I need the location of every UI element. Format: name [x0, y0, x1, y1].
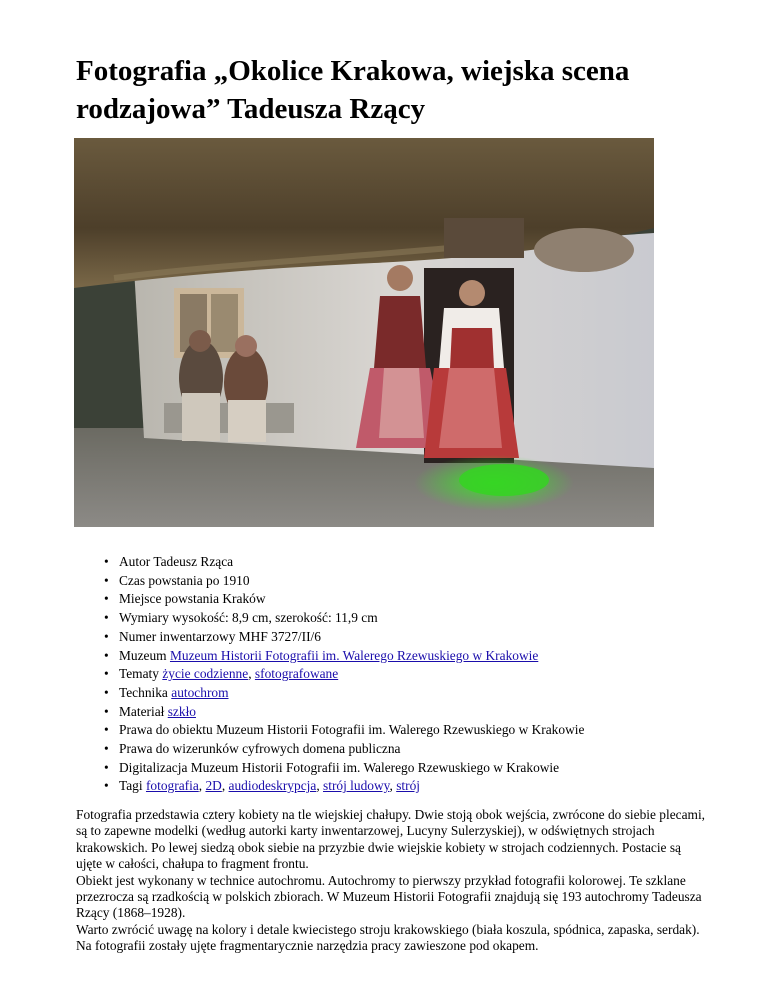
- autochrome-photo: [74, 138, 654, 527]
- metadata-list: [76, 553, 584, 796]
- material-link[interactable]: szkło: [167, 703, 196, 719]
- meta-digitalizacja: • Digitalizacja Muzeum Historii Fotografii im. Walerego Rzewuskiego w Krakowie: [76, 759, 584, 778]
- description-paragraph: Warto zwrócić uwagę na kolory i detale kwiecistego stroju krakowskiego (biała koszula, spódnica, zapaska, serdak). Na fotografii zostały ujęte fragmentarycznie narzędzia pracy zawieszone pod okapem.: [76, 921, 700, 954]
- meta-prawa-wizerunki: • Prawa do wizerunków cyfrowych domena publiczna: [76, 740, 584, 759]
- tag-link[interactable]: 2D: [205, 778, 222, 794]
- tag-link[interactable]: audiodeskrypcja: [228, 778, 317, 794]
- tag-link[interactable]: strój: [396, 778, 420, 794]
- meta-autor: • Autor Tadeusz Rząca: [76, 553, 584, 572]
- meta-muzeum: • Muzeum Muzeum Historii Fotografii im. Walerego Rzewuskiego w Krakowie: [76, 647, 584, 666]
- meta-czas: • Czas powstania po 1910: [76, 572, 584, 591]
- topic-link[interactable]: życie codzienne: [162, 666, 249, 682]
- description-paragraph: Obiekt jest wykonany w technice autochromu. Autochromy to pierwszy przykład fotografii kolorowej. Te szklane przezrocza są rzadkością w polskich zbiorach. W Muzeum Historii Fotografii znajdują się 193 autochromy Tadeusza Rzący (1868–1928).: [76, 872, 702, 921]
- meta-technika: • Technika autochrom: [76, 684, 584, 703]
- tag-link[interactable]: strój ludowy: [323, 778, 390, 794]
- description: [76, 807, 706, 955]
- meta-tematy: • Tematy życie codzienne, sfotografowane: [76, 665, 584, 684]
- meta-tagi: • Tagi fotografia, 2D, audiodeskrypcja, strój ludowy, strój: [76, 777, 584, 796]
- museum-link[interactable]: Muzeum Historii Fotografii im. Walerego Rzewuskiego w Krakowie: [169, 647, 539, 663]
- meta-numer: • Numer inwentarzowy MHF 3727/II/6: [76, 628, 584, 647]
- description-paragraph: Fotografia przedstawia cztery kobiety na tle wiejskiej chałupy. Dwie stoją obok wejścia, zwrócone do siebie plecami, są to zapewne modelki (według autorki karty inwentarzowej, Lucyny Sulerzyskiej), w odświętnych strojach krakowskich. Po lewej siedzą obok siebie na przyzbie dwie wiejskie kobiety w strojach codziennych. Postacie są ujęte w całości, chałupa to fragment frontu.: [76, 807, 706, 872]
- tag-link[interactable]: fotografia: [145, 778, 199, 794]
- technique-link[interactable]: autochrom: [171, 684, 229, 700]
- meta-material: • Materiał szkło: [76, 703, 584, 722]
- topic-link[interactable]: sfotografowane: [254, 666, 339, 682]
- meta-miejsce: • Miejsce powstania Kraków: [76, 590, 584, 609]
- page-title: Fotografia „Okolice Krakowa, wiejska scena rodzajowa” Tadeusza Rzący: [76, 55, 630, 125]
- meta-prawa-obiekt: • Prawa do obiektu Muzeum Historii Fotografii im. Walerego Rzewuskiego w Krakowie: [76, 721, 584, 740]
- meta-wymiary: • Wymiary wysokość: 8,9 cm, szerokość: 11,9 cm: [76, 609, 584, 628]
